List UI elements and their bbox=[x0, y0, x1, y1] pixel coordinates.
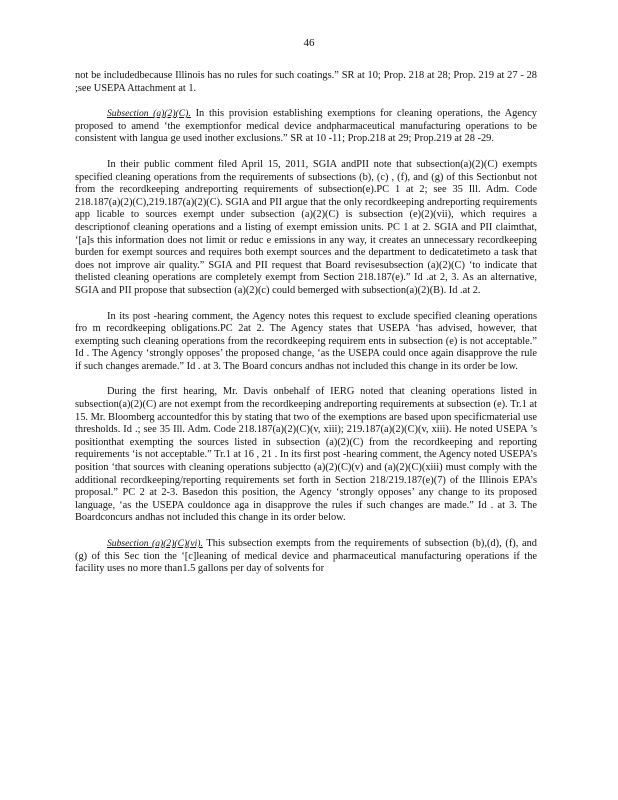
document-body bbox=[75, 70, 537, 589]
paragraph-text: In this provision establishing exemptions for cleaning operations, the Agency proposed to amend ‘the exemptionfor medical device andpharmaceutical manufacturing operations to be consistent with langua ge used inother exclusions.” SR at 10 -11; Prop.218 at 29; Prop.219 at 28 -29. bbox=[75, 108, 537, 145]
paragraph bbox=[75, 538, 537, 576]
paragraph bbox=[75, 386, 537, 525]
page-number: 46 bbox=[303, 37, 315, 49]
paragraph bbox=[75, 311, 537, 374]
paragraph-text: In their public comment filed April 15, 2011, SGIA andPII note that subsection(a)(2)(C) exempts specified cleaning operations from the requirements of subsections (b), (c) , (f), and (g) of this Sectionbut not from the recordkeeping andreporting requirements of subsection(e).PC 1 at 2; see 35 Ill. Adm. Code 218.187(a)(2)(C),219.187(a)(2)(C). SGIA and PII argue that the only recordkeeping andreporting requirements app licable to sources exempt under subsection (a)(2)(C) is subsection (e)(2)(vii), which requires a descriptionof cleaning operations and a listing of exempt emission units. PC 1 at 2. SGIA and PII claimthat, ‘[a]s this information does not limit or reduc e emissions in any way, it creates an unnecessary recordkeeping burden for exempt sources and requires both exempt sources and the department to dedicatetimeto a task that does not improve air quality.” SGIA and PII request that Board revisesubsection (a)(2)(C) ‘to indicate that thelisted cleaning operations are completely exempt from Section 218.187(e).” Id .at 2, 3. As an alternative, SGIA and PII propose that subsection (a)(2)(c) could bemerged with subsection(a)(2)(B). Id .at 2. bbox=[75, 158, 537, 296]
paragraph-text: During the first hearing, Mr. Davis onbehalf of IERG noted that cleaning operations listed in subsection(a)(2)(C) are not exempt from the recordkeeping andreporting requirements at subsection (e). Tr.1 at 15. Mr. Bloomberg accountedfor this by stating that two of the exemptions are based upon specificmaterial use thresholds. Id .; see 35 Ill. Adm. Code 218.187(a)(2)(C)(v, xiii); 219.187(a)(2)(C)(v, xiii). He noted USEPA ’s positionthat exempting the sources listed in subsection (a)(2)(C) from the recordkeeping and reporting requirements ‘is not acceptable.” Tr.1 at 16 , 21 . In its first post -hearing comment, the Agency noted USEPA’s position ‘that sources with cleaning operations subjectto (a)(2)(C)(v) and (a)(2)(C)(xiii) must comply with the additional recordkeeping/reporting requirements set forth in Section 218/219.187(e)(7) of the Illinois EPA’s proposal.” PC 2 at 2-3. Basedon this position, the Agency ‘strongly opposes’ any change to its proposed language, ‘as the USEPA couldonce aga in disapprove the rules if such changes are made.” Id . at 3. The Boardconcurs andhas not included this change in its order below. bbox=[75, 386, 537, 524]
paragraph-text: In its post -hearing comment, the Agency notes this request to exclude specified cleaning operations fro m recordkeeping obligations.PC 2at 2. The Agency states that USEPA ‘has advised, however, that exempting such cleaning operations from the recordkeeping requirem ents in subsection (e) is not acceptable.” Id . The Agency ‘strongly opposes’ the proposed change, ‘as the USEPA could once again disapprove the rule if such changes aremade.” Id . at 3. The Board concurs andhas not included this change in its order be low. bbox=[75, 310, 537, 372]
paragraph bbox=[75, 70, 537, 95]
section-heading: Subsection (a)(2)(C)(vi). bbox=[107, 538, 203, 549]
paragraph bbox=[75, 159, 537, 298]
paragraph bbox=[75, 108, 537, 146]
paragraph-text: This subsection exempts from the requirements of subsection (b),(d), (f), and (g) of this Sec tion the ‘[c]leaning of medical device and pharmaceutical manufacturing operations if the facility uses no more than1.5 gallons per day of solvents for bbox=[75, 538, 537, 575]
paragraph-text: not be includedbecause Illinois has no rules for such coatings.” SR at 10; Prop. 218 at 28; Prop. 219 at 27 - 28 ;see USEPA Attachment at 1. bbox=[75, 70, 537, 94]
section-heading: Subsection (a)(2)(C). bbox=[107, 108, 191, 120]
